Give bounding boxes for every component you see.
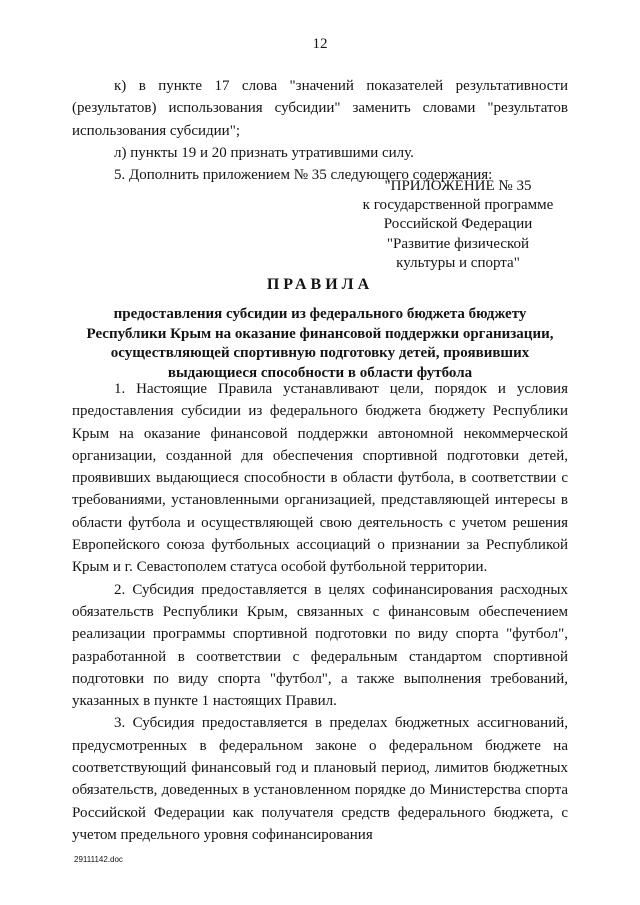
subtitle-line: Республики Крым на оказание финансовой поддержки организации, <box>86 325 554 342</box>
appendix-line: "Развитие физической <box>386 235 530 252</box>
amendment-k: к) в пункте 17 слова "значений показателей результативности (результатов) использования субсидии" заменить словами "результатов использования субсидии"; <box>72 78 568 139</box>
amendment-5: 5. Дополнить приложением № 35 следующего содержания: <box>114 167 493 184</box>
appendix-line: к государственной программе <box>362 197 554 214</box>
paragraph-3: 3. Субсидия предоставляется в пределах бюджетных ассигнований, предусмотренных в федеральном законе о федеральном бюджете на соответствующий финансовый год и плановый период, лимитов бюджетных обязательств, доведенных в установленном порядке до Министерства спорта Российской Федерации как получателя средств федерального бюджета, с учетом предельного уровня софинансирования <box>72 715 568 843</box>
page-number: 12 <box>312 36 328 52</box>
file-name-footer: 29111142.doc <box>74 855 123 864</box>
paragraph-2: 2. Субсидия предоставляется в целях софинансирования расходных обязательств Республики Крым, связанных с финансовым обеспечением реализации программы спортивной подготовки по виду спорта "футбол", разработанной в соответствии с федеральным стандартом спортивной подготовки по виду спорта "футбол", а также выполнения требований, указанных в пункте 1 настоящих Правил. <box>72 581 568 710</box>
subtitle-line: выдающиеся способности в области футбола <box>167 364 473 381</box>
rules-subtitle <box>78 305 562 383</box>
paragraph-1: 1. Настоящие Правила устанавливают цели, порядок и условия предоставления субсидии из федерального бюджета бюджету Республики Крым на оказание финансовой поддержки автономной некоммерческой организации, созданной для обеспечения спортивной подготовки детей, проявивших выдающиеся способности в области футбола, в соответствии с требованиями, установленными организацией, представляющей интересы в области футбола и осуществляющей свою деятельность с учетом решения Европейского союза футбольных ассоциаций о признании за Республикой Крым и г. Севастополем статуса особой футбольной территории. <box>72 381 568 576</box>
rules-body <box>72 378 568 846</box>
amendment-l: л) пункты 19 и 20 признать утратившими силу. <box>114 144 414 161</box>
appendix-header <box>342 177 574 273</box>
rules-title: ПРАВИЛА <box>266 276 374 293</box>
appendix-line: культуры и спорта" <box>396 254 520 271</box>
subtitle-line: предоставления субсидии из федерального бюджета бюджету <box>113 306 527 322</box>
appendix-line: "ПРИЛОЖЕНИЕ № 35 <box>384 178 532 194</box>
appendix-line: Российской Федерации <box>383 216 533 233</box>
amendments-block <box>72 75 568 186</box>
subtitle-line: осуществляющей спортивную подготовку детей, проявивших <box>110 345 530 361</box>
